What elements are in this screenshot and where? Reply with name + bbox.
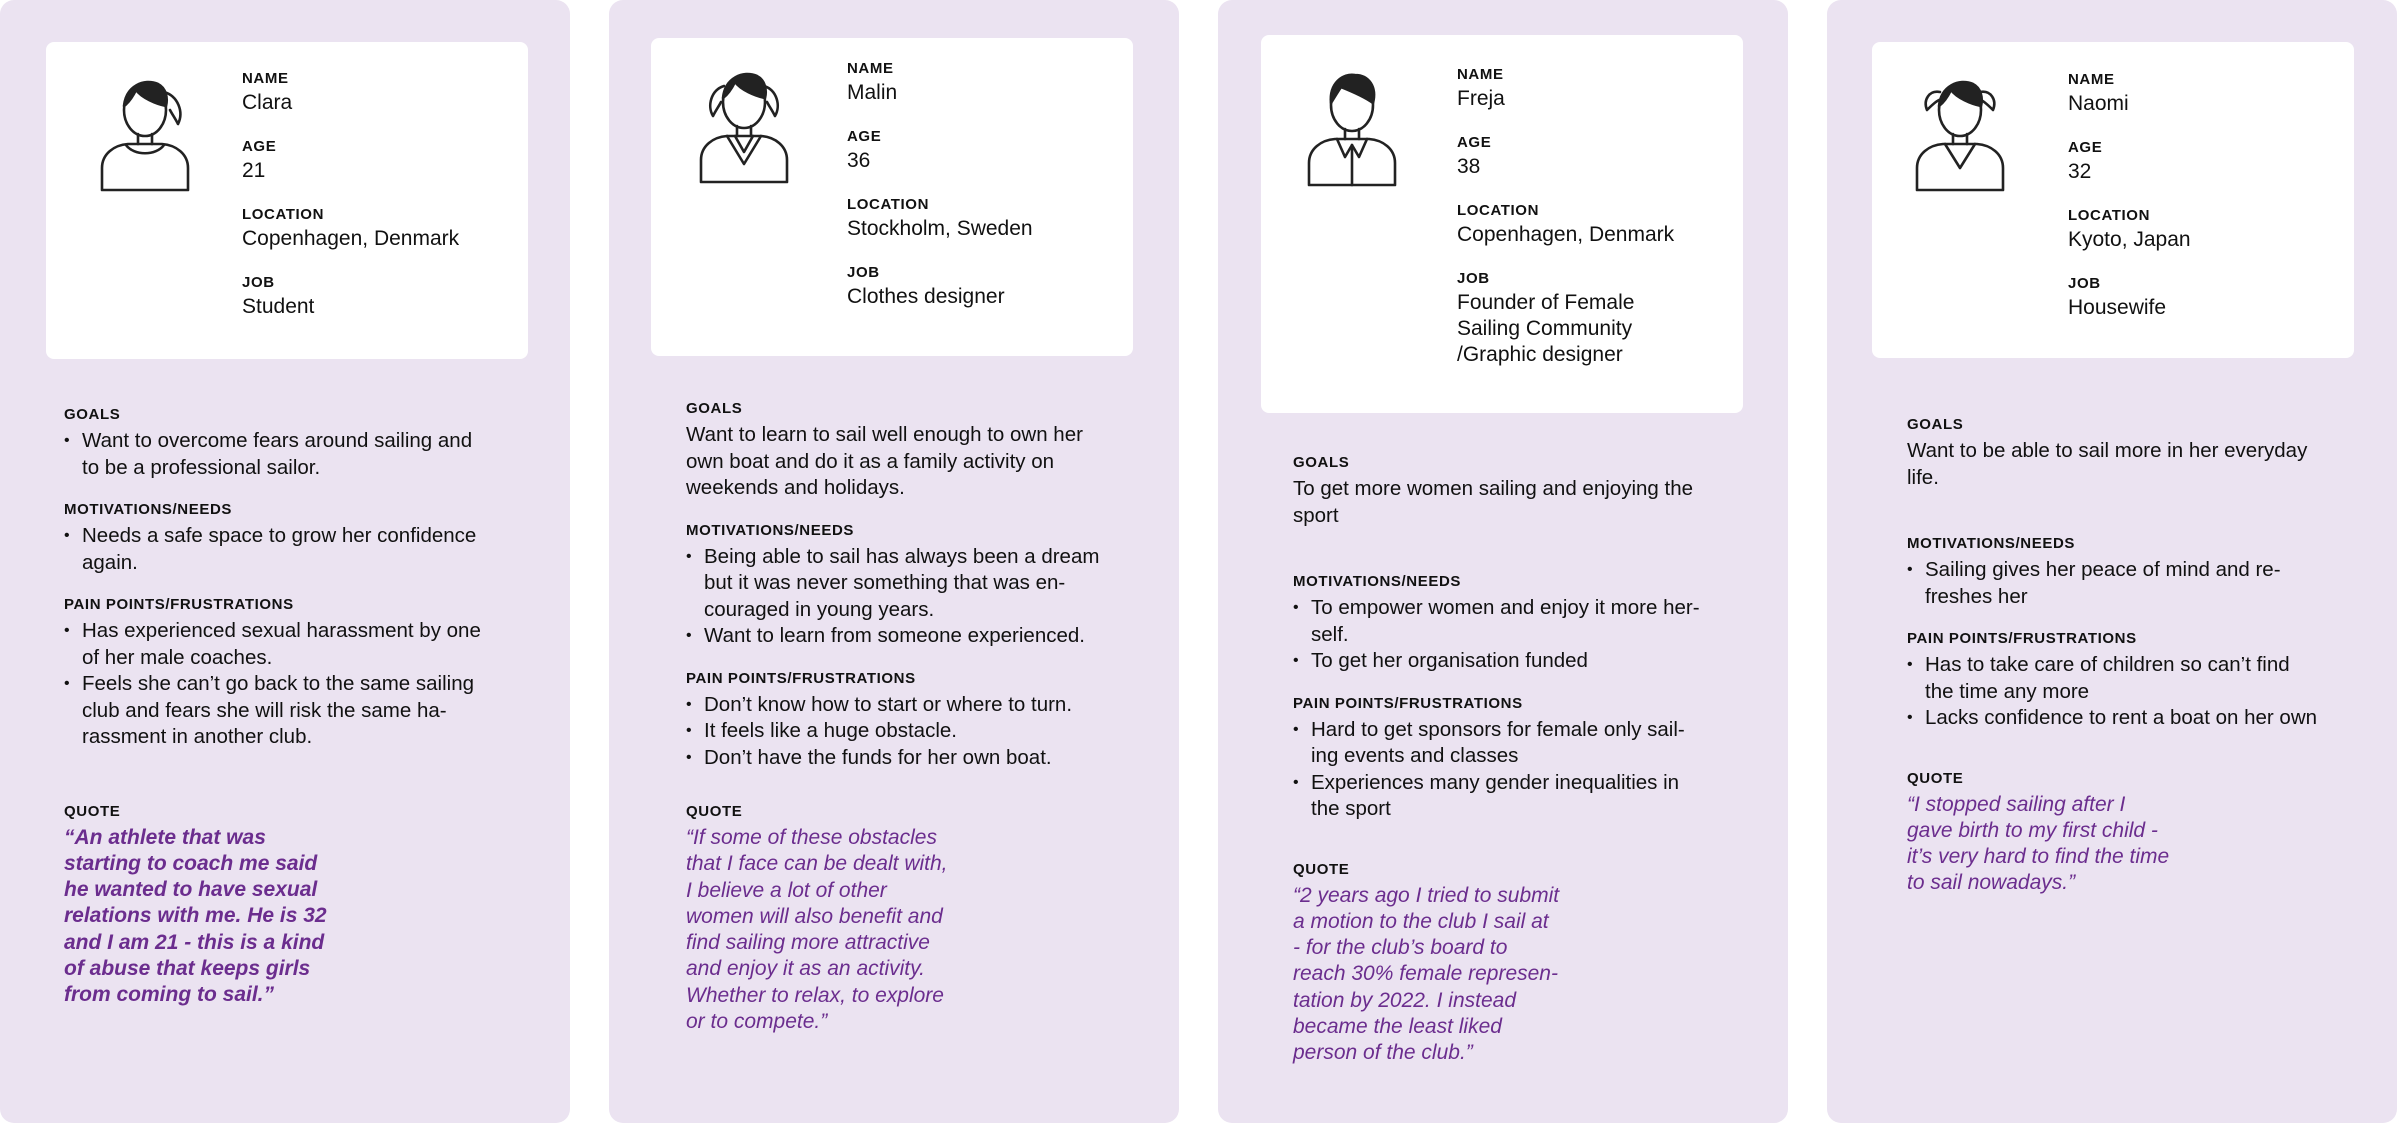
goals-section xyxy=(686,400,1156,502)
name-label: NAME xyxy=(847,60,894,77)
job-value: Clothes designer xyxy=(847,285,1005,308)
goals-text: To get more women sailing and enjoying the sport xyxy=(1293,477,1693,527)
quote-text: “An athlete that was starting to coach me said he wanted to have sexual relations with me. He is 32 and I am 21 - this is a kind of abuse that keeps girls from coming to sail.” xyxy=(64,825,327,1007)
location-value: Kyoto, Japan xyxy=(2068,228,2191,251)
age-label: AGE xyxy=(242,138,277,155)
pain-points-label: PAIN POINTS/FRUSTRATIONS xyxy=(64,596,294,613)
pain-points-section xyxy=(686,670,1156,772)
motivation-item: • To get her organisation funded xyxy=(1293,648,1763,675)
persona-card-clara xyxy=(0,0,570,1123)
woman-short-hair-collared-shirt-icon xyxy=(1307,67,1397,189)
pain-point-item: • Lacks confidence to rent a boat on her own xyxy=(1907,705,2377,732)
motivations-list xyxy=(64,523,534,576)
pain-point-item: • Experiences many gender inequalities in the sport xyxy=(1293,770,1763,823)
name-value: Naomi xyxy=(2068,92,2129,115)
goal-item: • Want to overcome fears around sailing and to be a professional sailor. xyxy=(64,428,534,481)
pain-points-list xyxy=(1293,717,1763,823)
name-label: NAME xyxy=(2068,71,2115,88)
motivations-section xyxy=(686,522,1156,650)
motivations-label: MOTIVATIONS/NEEDS xyxy=(686,521,854,539)
motivation-item: • Want to learn from someone experienced. xyxy=(686,623,1156,650)
goals-text: Want to learn to sail well enough to own her own boat and do it as a family activity on weekends and holidays. xyxy=(686,423,1083,499)
quote-label: QUOTE xyxy=(64,802,121,820)
quote-label: QUOTE xyxy=(686,803,743,820)
location-value: Copenhagen, Denmark xyxy=(1457,223,1675,246)
persona-card-malin xyxy=(609,0,1179,1123)
profile-box xyxy=(651,38,1133,356)
job-value: Housewife xyxy=(2068,296,2167,319)
motivation-item: • Needs a safe space to grow her confidence again. xyxy=(64,523,534,576)
quote-section xyxy=(64,803,534,1009)
motivations-section xyxy=(1907,535,2377,610)
pain-points-label: PAIN POINTS/FRUSTRATIONS xyxy=(686,669,916,687)
job-value: Student xyxy=(242,295,315,318)
pain-point-item: • Hard to get sponsors for female only sail- ing events and classes xyxy=(1293,717,1763,770)
location-value: Stockholm, Sweden xyxy=(847,217,1033,240)
job-label: JOB xyxy=(847,264,880,281)
goals-list xyxy=(64,428,534,481)
motivations-section xyxy=(64,501,534,576)
quote-section xyxy=(1293,861,1763,1067)
persona-details xyxy=(64,406,534,1029)
pain-point-item: • Don’t know how to start or where to turn. xyxy=(686,692,1156,719)
quote-text: “I stopped sailing after I gave birth to my first child - it’s very hard to find the time to sail nowadays.” xyxy=(1907,792,2170,895)
quote-text: “If some of these obstacles that I face can be dealt with, I believe a lot of other women will also benefit and find sailing more attractive and enjoy it as an activity. Whether to relax, to explore or to compete.” xyxy=(686,826,948,1034)
persona-details xyxy=(1907,416,2377,917)
job-label: JOB xyxy=(242,274,275,291)
quote-label: QUOTE xyxy=(1293,860,1350,878)
goals-section xyxy=(1293,454,1763,529)
location-label: LOCATION xyxy=(1457,202,1540,219)
motivations-list xyxy=(1293,595,1763,675)
age-label: AGE xyxy=(1457,134,1492,151)
pain-points-list xyxy=(1907,652,2377,732)
pain-points-section xyxy=(1907,630,2377,732)
motivations-label: MOTIVATIONS/NEEDS xyxy=(1293,573,1461,590)
persona-card-naomi xyxy=(1827,0,2397,1123)
name-label: NAME xyxy=(242,70,289,87)
quote-section xyxy=(686,803,1156,1035)
goals-text: Want to be able to sail more in her everyday life. xyxy=(1907,439,2308,489)
motivation-item: • To empower women and enjoy it more her- self. xyxy=(1293,595,1763,648)
quote-section xyxy=(1907,770,2377,897)
woman-pigtails-v-neck-icon xyxy=(1915,72,2005,194)
motivation-item: • Sailing gives her peace of mind and re- freshes her xyxy=(1907,557,2377,610)
motivations-label: MOTIVATIONS/NEEDS xyxy=(1907,535,2075,552)
pain-points-section xyxy=(64,596,534,751)
age-value: 32 xyxy=(2068,160,2092,183)
woman-ponytail-sweater-icon xyxy=(100,72,190,194)
persona-details xyxy=(686,400,1156,1055)
profile-box xyxy=(46,42,528,359)
motivations-list xyxy=(686,544,1156,650)
name-value: Freja xyxy=(1457,87,1505,110)
goals-label: GOALS xyxy=(686,400,743,417)
persona-card-freja xyxy=(1218,0,1788,1123)
name-label: NAME xyxy=(1457,66,1504,83)
goals-label: GOALS xyxy=(1293,454,1350,471)
location-label: LOCATION xyxy=(242,206,325,223)
goals-section xyxy=(64,406,534,481)
pain-point-item: • Has to take care of children so can’t find the time any more xyxy=(1907,652,2377,705)
profile-info xyxy=(847,60,1117,310)
persona-details xyxy=(1293,454,1763,1087)
motivation-item: • Being able to sail has always been a dream but it was never something that was en- couraged in young years. xyxy=(686,544,1156,624)
profile-info xyxy=(2068,71,2338,321)
pain-point-item: • Don’t have the funds for her own boat. xyxy=(686,745,1156,772)
location-label: LOCATION xyxy=(847,196,930,213)
goals-label: GOALS xyxy=(1907,416,1964,433)
pain-points-list xyxy=(686,692,1156,772)
age-label: AGE xyxy=(2068,139,2103,156)
woman-pigtails-blazer-icon xyxy=(699,64,789,186)
location-value: Copenhagen, Denmark xyxy=(242,227,460,250)
pain-points-label: PAIN POINTS/FRUSTRATIONS xyxy=(1293,694,1523,712)
pain-points-section xyxy=(1293,695,1763,823)
quote-label: QUOTE xyxy=(1907,769,1964,787)
motivations-list xyxy=(1907,557,2377,610)
goals-section xyxy=(1907,416,2377,491)
profile-info xyxy=(1457,66,1727,368)
pain-point-item: • Feels she can’t go back to the same sailing club and fears she will risk the same ha- rassment in another club. xyxy=(64,671,534,751)
pain-points-label: PAIN POINTS/FRUSTRATIONS xyxy=(1907,630,2137,647)
pain-point-item: • Has experienced sexual harassment by one of her male coaches. xyxy=(64,618,534,671)
pain-point-item: • It feels like a huge obstacle. xyxy=(686,718,1156,745)
goals-label: GOALS xyxy=(64,406,121,423)
profile-box xyxy=(1261,35,1743,413)
motivations-label: MOTIVATIONS/NEEDS xyxy=(64,501,232,518)
age-value: 36 xyxy=(847,149,871,172)
profile-info xyxy=(242,70,512,320)
motivations-section xyxy=(1293,573,1763,675)
name-value: Clara xyxy=(242,91,293,114)
age-value: 38 xyxy=(1457,155,1481,178)
pain-points-list xyxy=(64,618,534,751)
age-value: 21 xyxy=(242,159,266,182)
job-label: JOB xyxy=(1457,270,1490,287)
quote-text: “2 years ago I tried to submit a motion to the club I sail at - for the club’s board to reach 30% female represen- tation by 2022. I instead became the least liked person of the club.” xyxy=(1293,883,1560,1065)
age-label: AGE xyxy=(847,128,882,145)
profile-box xyxy=(1872,42,2354,358)
job-label: JOB xyxy=(2068,275,2101,292)
name-value: Malin xyxy=(847,81,898,104)
location-label: LOCATION xyxy=(2068,207,2151,224)
job-value: Founder of Female Sailing Community /Graphic designer xyxy=(1457,291,1635,366)
